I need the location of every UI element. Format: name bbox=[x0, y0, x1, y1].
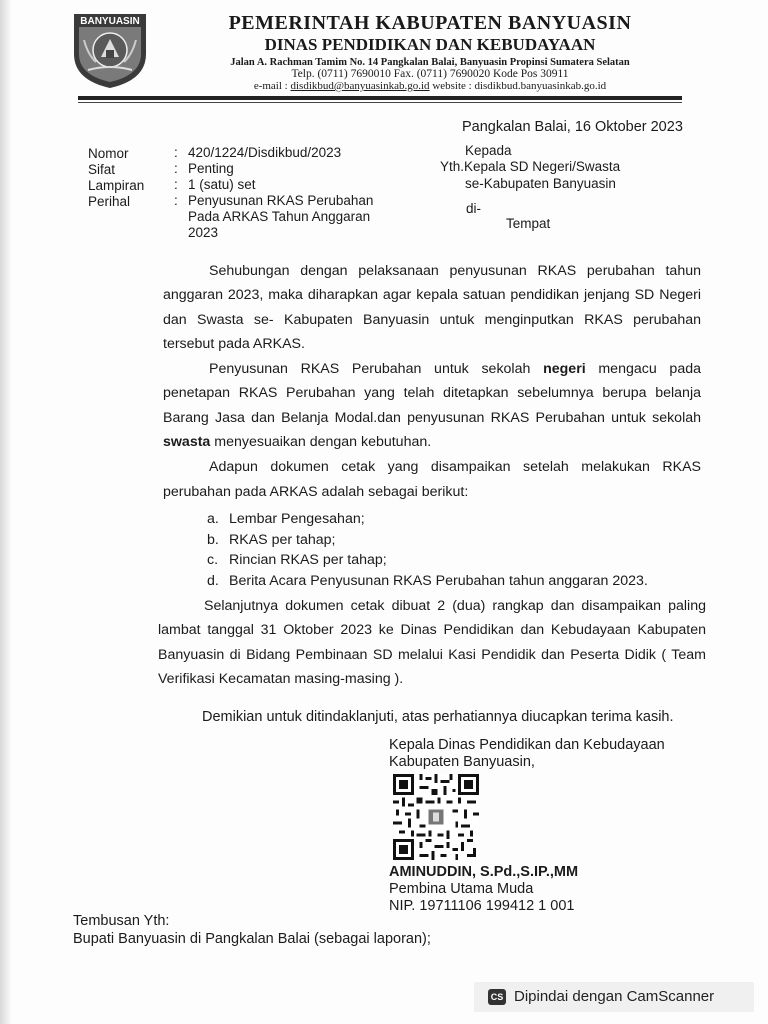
p2-bold-negeri: negeri bbox=[543, 361, 586, 378]
paragraph-2 bbox=[163, 357, 701, 454]
signatory-name: AMINUDDIN, S.Pd.,S.IP.,MM bbox=[389, 864, 579, 880]
list-text: Lembar Pengesahan; bbox=[229, 511, 365, 527]
recipient-kepada: Kepada bbox=[465, 143, 512, 158]
list-item bbox=[207, 550, 648, 571]
list-letter: a. bbox=[207, 511, 219, 527]
office-address: Jalan A. Rachman Tamim No. 14 Pangkalan Balai, Banyuasin Propinsi Sumatera Selatan bbox=[230, 57, 630, 68]
list-letter: b. bbox=[207, 531, 219, 548]
recipient-region: se-Kabupaten Banyuasin bbox=[465, 176, 616, 191]
letterhead-rule-thin bbox=[78, 102, 682, 103]
cc-label: Tembusan Yth: bbox=[73, 913, 170, 929]
letterhead-rule-thick bbox=[78, 96, 682, 100]
email-link[interactable]: disdikbud@banyuasinkab.go.id bbox=[290, 80, 430, 92]
colon: : bbox=[174, 177, 178, 192]
signatory-nip: NIP. 19711106 199412 1 001 bbox=[389, 898, 575, 914]
nomor-value: 420/1224/Disdikbud/2023 bbox=[188, 145, 342, 160]
p2-part-a: Penyusunan RKAS Perubahan untuk sekolah bbox=[209, 361, 544, 378]
camscanner-icon: CS bbox=[488, 989, 506, 1005]
signature-title-2: Kabupaten Banyuasin, bbox=[389, 754, 535, 770]
office-phone: Telp. (0711) 7690010 Fax. (0711) 7690020 Kode Pos 30911 bbox=[291, 68, 569, 80]
list-text: Berita Acara Penyusunan RKAS Perubahan tahun anggaran 2023. bbox=[229, 572, 648, 589]
colon: : bbox=[174, 193, 178, 208]
sifat-label: Sifat bbox=[88, 162, 116, 177]
perihal-line-2: Pada ARKAS Tahun Anggaran bbox=[188, 209, 371, 224]
paragraph-1: Sehubungan dengan pelaksanaan penyusunan RKAS perubahan tahun anggaran 2023, maka diharapkan agar kepala satuan pendidikan jenjang SD Negeri dan Swasta se- Kabupaten Banyuasin untuk menginputkan RKAS perubahan tersebut pada ARKAS. bbox=[163, 263, 701, 352]
lampiran-value: 1 (satu) set bbox=[188, 177, 256, 192]
p2-part-c: mengacu pada penetapan RKAS Perubahan yang telah ditetapkan sebelumnya berupa belanja Barang Jasa dan Belanja Modal.dan penyusunan RKAS Perubahan untuk sekolah bbox=[163, 361, 701, 426]
signature-title-1: Kepala Dinas Pendidikan dan Kebudayaan bbox=[389, 737, 665, 753]
closing-sentence: Demikian untuk ditindaklanjuti, atas perhatiannya diucapkan terima kasih. bbox=[202, 709, 674, 725]
cc-item: Bupati Banyuasin di Pangkalan Balai (sebagai laporan); bbox=[73, 931, 431, 947]
perihal-label: Perihal bbox=[88, 194, 131, 209]
list-item bbox=[207, 571, 648, 592]
letter-body bbox=[163, 259, 701, 504]
recipient-tempat: Tempat bbox=[506, 216, 551, 231]
camscanner-text: Dipindai dengan CamScanner bbox=[514, 988, 715, 1005]
p2-bold-swasta: swasta bbox=[163, 434, 211, 451]
recipient-yth: Yth.Kepala SD Negeri/Swasta bbox=[440, 159, 621, 174]
email-label: e-mail : bbox=[253, 80, 291, 92]
colon: : bbox=[174, 161, 178, 176]
list-letter: c. bbox=[207, 552, 219, 568]
colon: : bbox=[174, 145, 178, 160]
contact-line bbox=[170, 80, 690, 92]
letter-body-2 bbox=[158, 594, 706, 691]
letterhead bbox=[170, 10, 690, 92]
recipient-di: di- bbox=[466, 201, 482, 216]
website-text: website : disdikbud.banyuasinkab.go.id bbox=[429, 80, 607, 92]
place-date: Pangkalan Balai, 16 Oktober 2023 bbox=[462, 119, 683, 135]
p2-part-e: menyesuaikan dengan kebutuhan. bbox=[210, 434, 432, 451]
list-text: Rincian RKAS per tahap; bbox=[229, 552, 387, 568]
lampiran-label: Lampiran bbox=[88, 178, 145, 193]
banyuasin-emblem-logo bbox=[68, 10, 152, 90]
paragraph-3: Adapun dokumen cetak yang disampaikan setelah melakukan RKAS perubahan pada ARKAS adalah sebagai berikut: bbox=[163, 459, 701, 500]
list-item bbox=[207, 509, 648, 530]
signature-qr-code bbox=[393, 774, 479, 860]
list-text: RKAS per tahap; bbox=[229, 531, 336, 548]
scan-edge-shadow bbox=[0, 0, 12, 1024]
document-list bbox=[207, 509, 648, 591]
sifat-value: Penting bbox=[188, 161, 234, 176]
list-item bbox=[207, 530, 648, 551]
perihal-line-1: Penyusunan RKAS Perubahan bbox=[188, 193, 374, 208]
perihal-line-3: 2023 bbox=[188, 225, 219, 240]
nomor-label: Nomor bbox=[88, 146, 129, 161]
list-letter: d. bbox=[207, 572, 219, 589]
camscanner-watermark bbox=[474, 982, 754, 1012]
paragraph-4: Selanjutnya dokumen cetak dibuat 2 (dua) rangkap dan disampaikan paling lambat tanggal 31 Oktober 2023 ke Dinas Pendidikan dan Kebudayaan Kabupaten Banyuasin di Bidang Pembinaan SD melalui Kasi Pendidik dan Peserta Didik ( Team Verifikasi Kecamatan masing-masing ). bbox=[158, 598, 706, 687]
signatory-rank: Pembina Utama Muda bbox=[389, 881, 534, 897]
department-name: DINAS PENDIDIKAN DAN KEBUDAYAAN bbox=[264, 35, 596, 54]
logo-text: BANYUASIN bbox=[80, 16, 140, 27]
government-name: PEMERINTAH KABUPATEN BANYUASIN bbox=[228, 12, 632, 34]
